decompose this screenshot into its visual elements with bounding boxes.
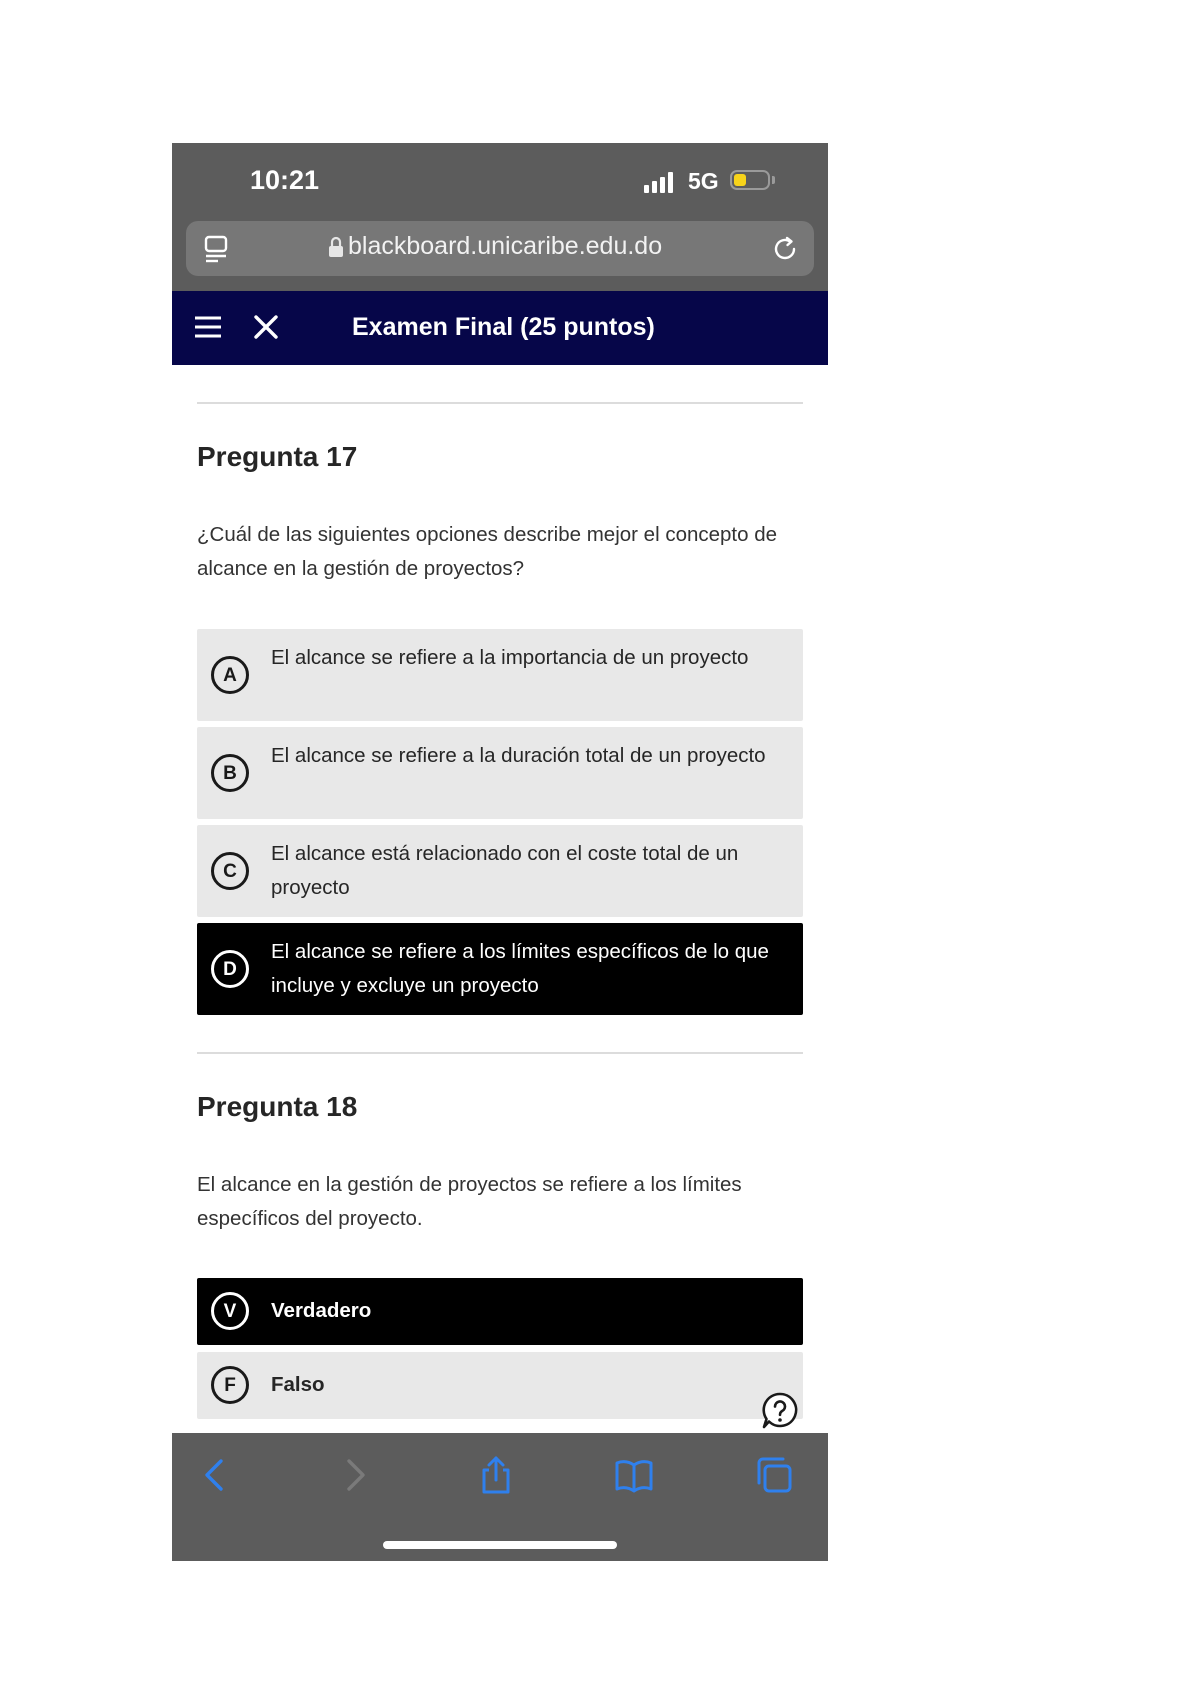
option-b-letter: B — [211, 754, 249, 792]
option-verdadero-text: Verdadero — [271, 1299, 372, 1322]
option-falso[interactable] — [197, 1352, 803, 1419]
browser-address-area — [172, 221, 828, 291]
divider — [197, 402, 803, 404]
menu-icon[interactable] — [194, 315, 222, 339]
question-18-text: El alcance en la gestión de proyectos se refiere a los límites específicos del proyecto. — [197, 1173, 742, 1230]
option-verdadero-selected[interactable] — [197, 1278, 803, 1345]
url-text[interactable]: blackboard.unicaribe.edu.do — [348, 232, 663, 260]
option-falso-text: Falso — [271, 1373, 325, 1396]
status-bar — [172, 143, 828, 221]
option-a-text: El alcance se refiere a la importancia de un proyecto — [271, 646, 749, 669]
signal-icon — [644, 171, 680, 193]
option-c-letter: C — [211, 852, 249, 890]
page-title: Examen Final (25 puntos) — [352, 313, 655, 341]
battery-tip — [772, 176, 775, 184]
close-icon[interactable] — [254, 315, 278, 339]
network-type: 5G — [688, 168, 719, 194]
option-c[interactable] — [197, 825, 803, 917]
app-header — [172, 291, 828, 365]
reader-icon[interactable] — [204, 235, 230, 263]
question-17-text: ¿Cuál de las siguientes opciones describe mejor el concepto de alcance en la gestión de proyectos? — [197, 523, 778, 580]
option-v-letter: V — [211, 1292, 249, 1330]
phone-screen — [172, 143, 828, 1561]
forward-icon[interactable] — [334, 1455, 374, 1495]
browser-toolbar — [172, 1433, 828, 1561]
option-f-letter: F — [211, 1366, 249, 1404]
option-a-letter: A — [211, 656, 249, 694]
option-a[interactable] — [197, 629, 803, 721]
back-icon[interactable] — [196, 1455, 236, 1495]
tabs-icon[interactable] — [754, 1455, 794, 1495]
reload-icon[interactable] — [772, 235, 800, 263]
option-d-letter: D — [211, 950, 249, 988]
divider — [197, 1052, 803, 1054]
option-d-selected[interactable] — [197, 923, 803, 1015]
option-b[interactable] — [197, 727, 803, 819]
question-17-title: Pregunta 17 — [197, 441, 358, 472]
share-icon[interactable] — [476, 1455, 516, 1495]
option-b-text: El alcance se refiere a la duración total de un proyecto — [271, 744, 766, 767]
help-icon[interactable] — [760, 1391, 800, 1431]
status-time: 10:21 — [250, 165, 320, 195]
question-18-title: Pregunta 18 — [197, 1091, 358, 1122]
option-c-text: El alcance está relacionado con el coste total de un proyecto — [271, 842, 739, 899]
battery-icon — [730, 170, 770, 190]
address-bar[interactable] — [186, 221, 814, 276]
bookmarks-icon[interactable] — [614, 1455, 654, 1495]
home-indicator — [383, 1541, 617, 1549]
option-d-text: El alcance se refiere a los límites específicos de lo que incluye y excluye un proyecto — [271, 940, 769, 997]
lock-icon — [328, 236, 344, 258]
